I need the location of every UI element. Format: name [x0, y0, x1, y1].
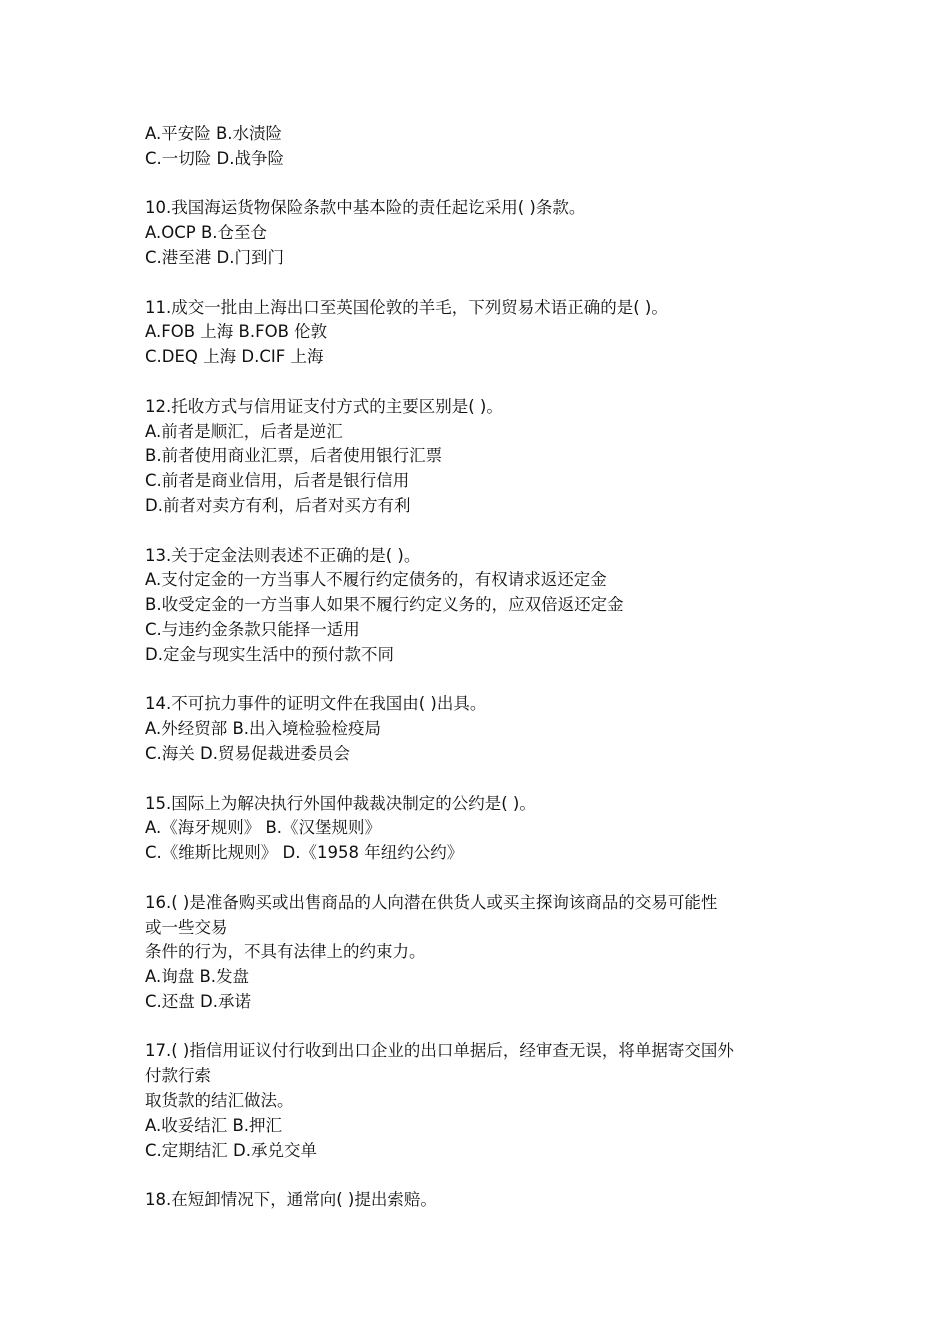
question-14: 14.不可抗力事件的证明文件在我国由( )出具。 [145, 694, 487, 714]
option-q13-c: C.与违约金条款只能择一适用 [145, 619, 360, 639]
paragraph-gap [145, 172, 825, 197]
paragraph-gap [145, 866, 825, 891]
question-16-line-3: 条件的行为，不具有法律上的约束力。 [145, 942, 426, 962]
option-line-q15-ab: A.《海牙规则》 B.《汉堡规则》 [145, 818, 382, 838]
paragraph-gap [145, 1015, 825, 1040]
question-17-line-3: 取货款的结汇做法。 [145, 1091, 294, 1111]
option-line-q16-ab: A.询盘 B.发盘 [145, 967, 250, 987]
option-line-q10-cd: C.港至港 D.门到门 [145, 247, 284, 267]
option-line-q11-cd: C.DEQ 上海 D.CIF 上海 [145, 347, 324, 367]
option-line-q17-ab: A.收妥结汇 B.押汇 [145, 1115, 283, 1135]
question-16-line-2: 或一些交易 [145, 917, 228, 937]
question-13: 13.关于定金法则表述不正确的是( )。 [145, 545, 421, 565]
option-q13-a: A.支付定金的一方当事人不履行约定债务的，有权请求返还定金 [145, 570, 607, 590]
paragraph-gap [145, 1163, 825, 1188]
option-q12-a: A.前者是顺汇，后者是逆汇 [145, 421, 343, 441]
paragraph-gap [145, 767, 825, 792]
option-line-q9-ab: A.平安险 B.水渍险 [145, 124, 283, 143]
option-q13-d: D.定金与现实生活中的预付款不同 [145, 644, 394, 664]
question-15: 15.国际上为解决执行外国仲裁裁决制定的公约是( )。 [145, 793, 536, 813]
option-line-q14-cd: C.海关 D.贸易促裁进委员会 [145, 743, 350, 763]
paragraph-gap [145, 271, 825, 296]
question-10: 10.我国海运货物保险条款中基本险的责任起讫采用( )条款。 [145, 198, 586, 218]
option-line-q9-cd: C.一切险 D.战争险 [145, 148, 284, 168]
option-line-q10-ab: A.OCP B.仓至仓 [145, 223, 268, 243]
option-q12-c: C.前者是商业信用，后者是银行信用 [145, 471, 410, 491]
option-line-q15-cd: C.《维斯比规则》 D.《1958 年纽约公约》 [145, 843, 464, 863]
question-16-line-1: 16.( )是准备购买或出售商品的人向潜在供货人或买主探询该商品的交易可能性 [145, 892, 718, 912]
option-q13-b: B.收受定金的一方当事人如果不履行约定义务的，应双倍返还定金 [145, 595, 624, 615]
question-17-line-2: 付款行索 [145, 1066, 211, 1086]
option-line-q17-cd: C.定期结汇 D.承兑交单 [145, 1140, 317, 1160]
option-line-q16-cd: C.还盘 D.承诺 [145, 991, 251, 1011]
question-17-line-1: 17.( )指信用证议付行收到出口企业的出口单据后，经审查无误，将单据寄交国外 [145, 1041, 734, 1061]
paragraph-gap [145, 370, 825, 395]
question-18: 18.在短卸情况下，通常向( )提出索赔。 [145, 1190, 437, 1210]
paragraph-gap [145, 519, 825, 544]
question-12: 12.托收方式与信用证支付方式的主要区别是( )。 [145, 396, 503, 416]
document-body [145, 122, 825, 1213]
question-11: 11.成交一批由上海出口至英国伦敦的羊毛，下列贸易术语正确的是( )。 [145, 297, 668, 317]
option-q12-b: B.前者使用商业汇票，后者使用银行汇票 [145, 446, 443, 466]
paragraph-gap [145, 668, 825, 693]
option-q12-d: D.前者对卖方有利，后者对买方有利 [145, 495, 411, 515]
option-line-q11-ab: A.FOB 上海 B.FOB 伦敦 [145, 322, 328, 342]
option-line-q14-ab: A.外经贸部 B.出入境检验检疫局 [145, 719, 382, 739]
